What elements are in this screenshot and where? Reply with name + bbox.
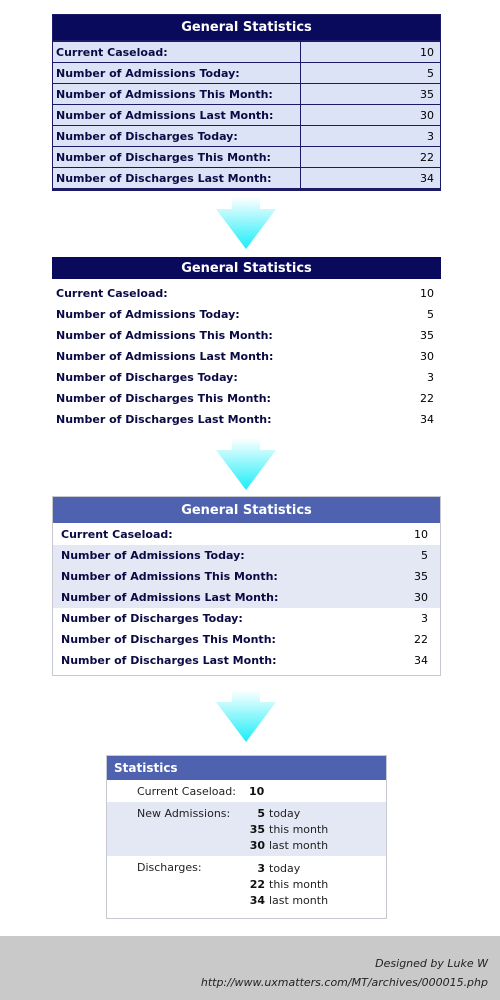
row-value: 10 [420, 287, 434, 300]
stats-table-plain [52, 257, 441, 432]
down-arrow-icon [216, 438, 276, 490]
table-row [53, 84, 440, 104]
table-row [53, 524, 440, 545]
table-row [52, 283, 441, 304]
stat-period: last month [269, 893, 329, 907]
stat-number: 22 [249, 877, 265, 891]
row-value: 10 [301, 42, 440, 62]
row-label: Number of Admissions Today: [56, 308, 240, 321]
stat-number: 30 [249, 838, 265, 852]
row-value: 5 [301, 63, 440, 83]
table-title: General Statistics [53, 497, 440, 523]
row-label: Number of Discharges Today: [56, 371, 238, 384]
row-value: 22 [414, 633, 428, 646]
row-label: Number of Admissions Today: [53, 63, 301, 83]
footer-url: http://www.uxmatters.com/MT/archives/000015.php [200, 976, 488, 989]
table-row [53, 629, 440, 650]
table-row [52, 409, 441, 430]
row-label: Number of Discharges Last Month: [56, 413, 272, 426]
table-row [52, 325, 441, 346]
discharges-label: Discharges: [137, 861, 202, 874]
row-label: Number of Discharges This Month: [61, 633, 276, 646]
stat-number: 5 [257, 806, 265, 820]
admissions-this-month [237, 821, 328, 837]
stat-period: today [269, 806, 301, 820]
discharges-this-month [237, 876, 328, 892]
row-value: 30 [301, 105, 440, 125]
row-value: 34 [420, 413, 434, 426]
row-label: Current Caseload: [53, 42, 301, 62]
stat-period: this month [269, 877, 329, 891]
row-value: 35 [420, 329, 434, 342]
caseload-label: Current Caseload: [137, 785, 236, 798]
footer [0, 936, 500, 1000]
table-row [52, 388, 441, 409]
table-row [53, 587, 440, 608]
row-value: 22 [420, 392, 434, 405]
table-title: General Statistics [52, 257, 441, 279]
table-row [53, 168, 440, 188]
row-label: Number of Discharges This Month: [53, 147, 301, 167]
row-label: Number of Admissions This Month: [53, 84, 301, 104]
stat-period: this month [269, 822, 329, 836]
row-value: 35 [414, 570, 428, 583]
stats-table-grouped [52, 496, 441, 676]
row-label: Number of Admissions Last Month: [56, 350, 274, 363]
table-row [53, 63, 440, 83]
stat-period: today [269, 861, 301, 875]
table-row [53, 650, 440, 671]
row-value: 34 [414, 654, 428, 667]
row-value: 5 [421, 549, 428, 562]
stats-table-bordered [52, 14, 441, 191]
caseload-value: 10 [249, 785, 265, 798]
admissions-last-month [237, 837, 328, 853]
footer-credit: Designed by Luke W [375, 957, 488, 970]
table-row [52, 304, 441, 325]
row-label: Number of Admissions Today: [61, 549, 245, 562]
table-row [52, 346, 441, 367]
row-value: 35 [301, 84, 440, 104]
row-label: Number of Discharges This Month: [56, 392, 271, 405]
admissions-section [107, 802, 386, 856]
row-label: Number of Discharges Today: [61, 612, 243, 625]
table-row [53, 566, 440, 587]
table-rows [52, 283, 441, 430]
discharges-section [107, 856, 386, 916]
row-value: 34 [301, 168, 440, 188]
stat-number: 34 [249, 893, 265, 907]
table-row [53, 545, 440, 566]
row-value: 30 [414, 591, 428, 604]
row-value: 3 [421, 612, 428, 625]
row-label: Number of Discharges Last Month: [53, 168, 301, 188]
table-row [53, 608, 440, 629]
down-arrow-icon [216, 690, 276, 742]
row-label: Number of Admissions Last Month: [61, 591, 279, 604]
row-value: 30 [420, 350, 434, 363]
table-row [52, 367, 441, 388]
summary-title: Statistics [107, 756, 386, 780]
discharges-last-month [237, 892, 328, 908]
admissions-today [237, 805, 300, 821]
down-arrow-icon [216, 197, 276, 249]
row-value: 3 [427, 371, 434, 384]
row-value: 3 [301, 126, 440, 146]
stat-period: last month [269, 838, 329, 852]
table-row [53, 105, 440, 125]
row-label: Current Caseload: [61, 528, 173, 541]
row-label: Current Caseload: [56, 287, 168, 300]
stat-number: 35 [249, 822, 265, 836]
row-label: Number of Admissions Last Month: [53, 105, 301, 125]
table-row [53, 126, 440, 146]
row-label: Number of Admissions This Month: [56, 329, 273, 342]
table-row [53, 147, 440, 167]
row-label: Number of Admissions This Month: [61, 570, 278, 583]
caseload-section [107, 780, 386, 802]
table-title: General Statistics [53, 15, 440, 40]
table-row [53, 42, 440, 62]
admissions-label: New Admissions: [137, 807, 231, 820]
row-label: Number of Discharges Last Month: [61, 654, 277, 667]
row-value: 10 [414, 528, 428, 541]
row-value: 22 [301, 147, 440, 167]
table-rows [53, 524, 440, 671]
stat-number: 3 [257, 861, 265, 875]
table-rows [53, 42, 440, 189]
row-label: Number of Discharges Today: [53, 126, 301, 146]
discharges-today [237, 860, 300, 876]
stats-summary-box [106, 755, 387, 919]
row-value: 5 [427, 308, 434, 321]
